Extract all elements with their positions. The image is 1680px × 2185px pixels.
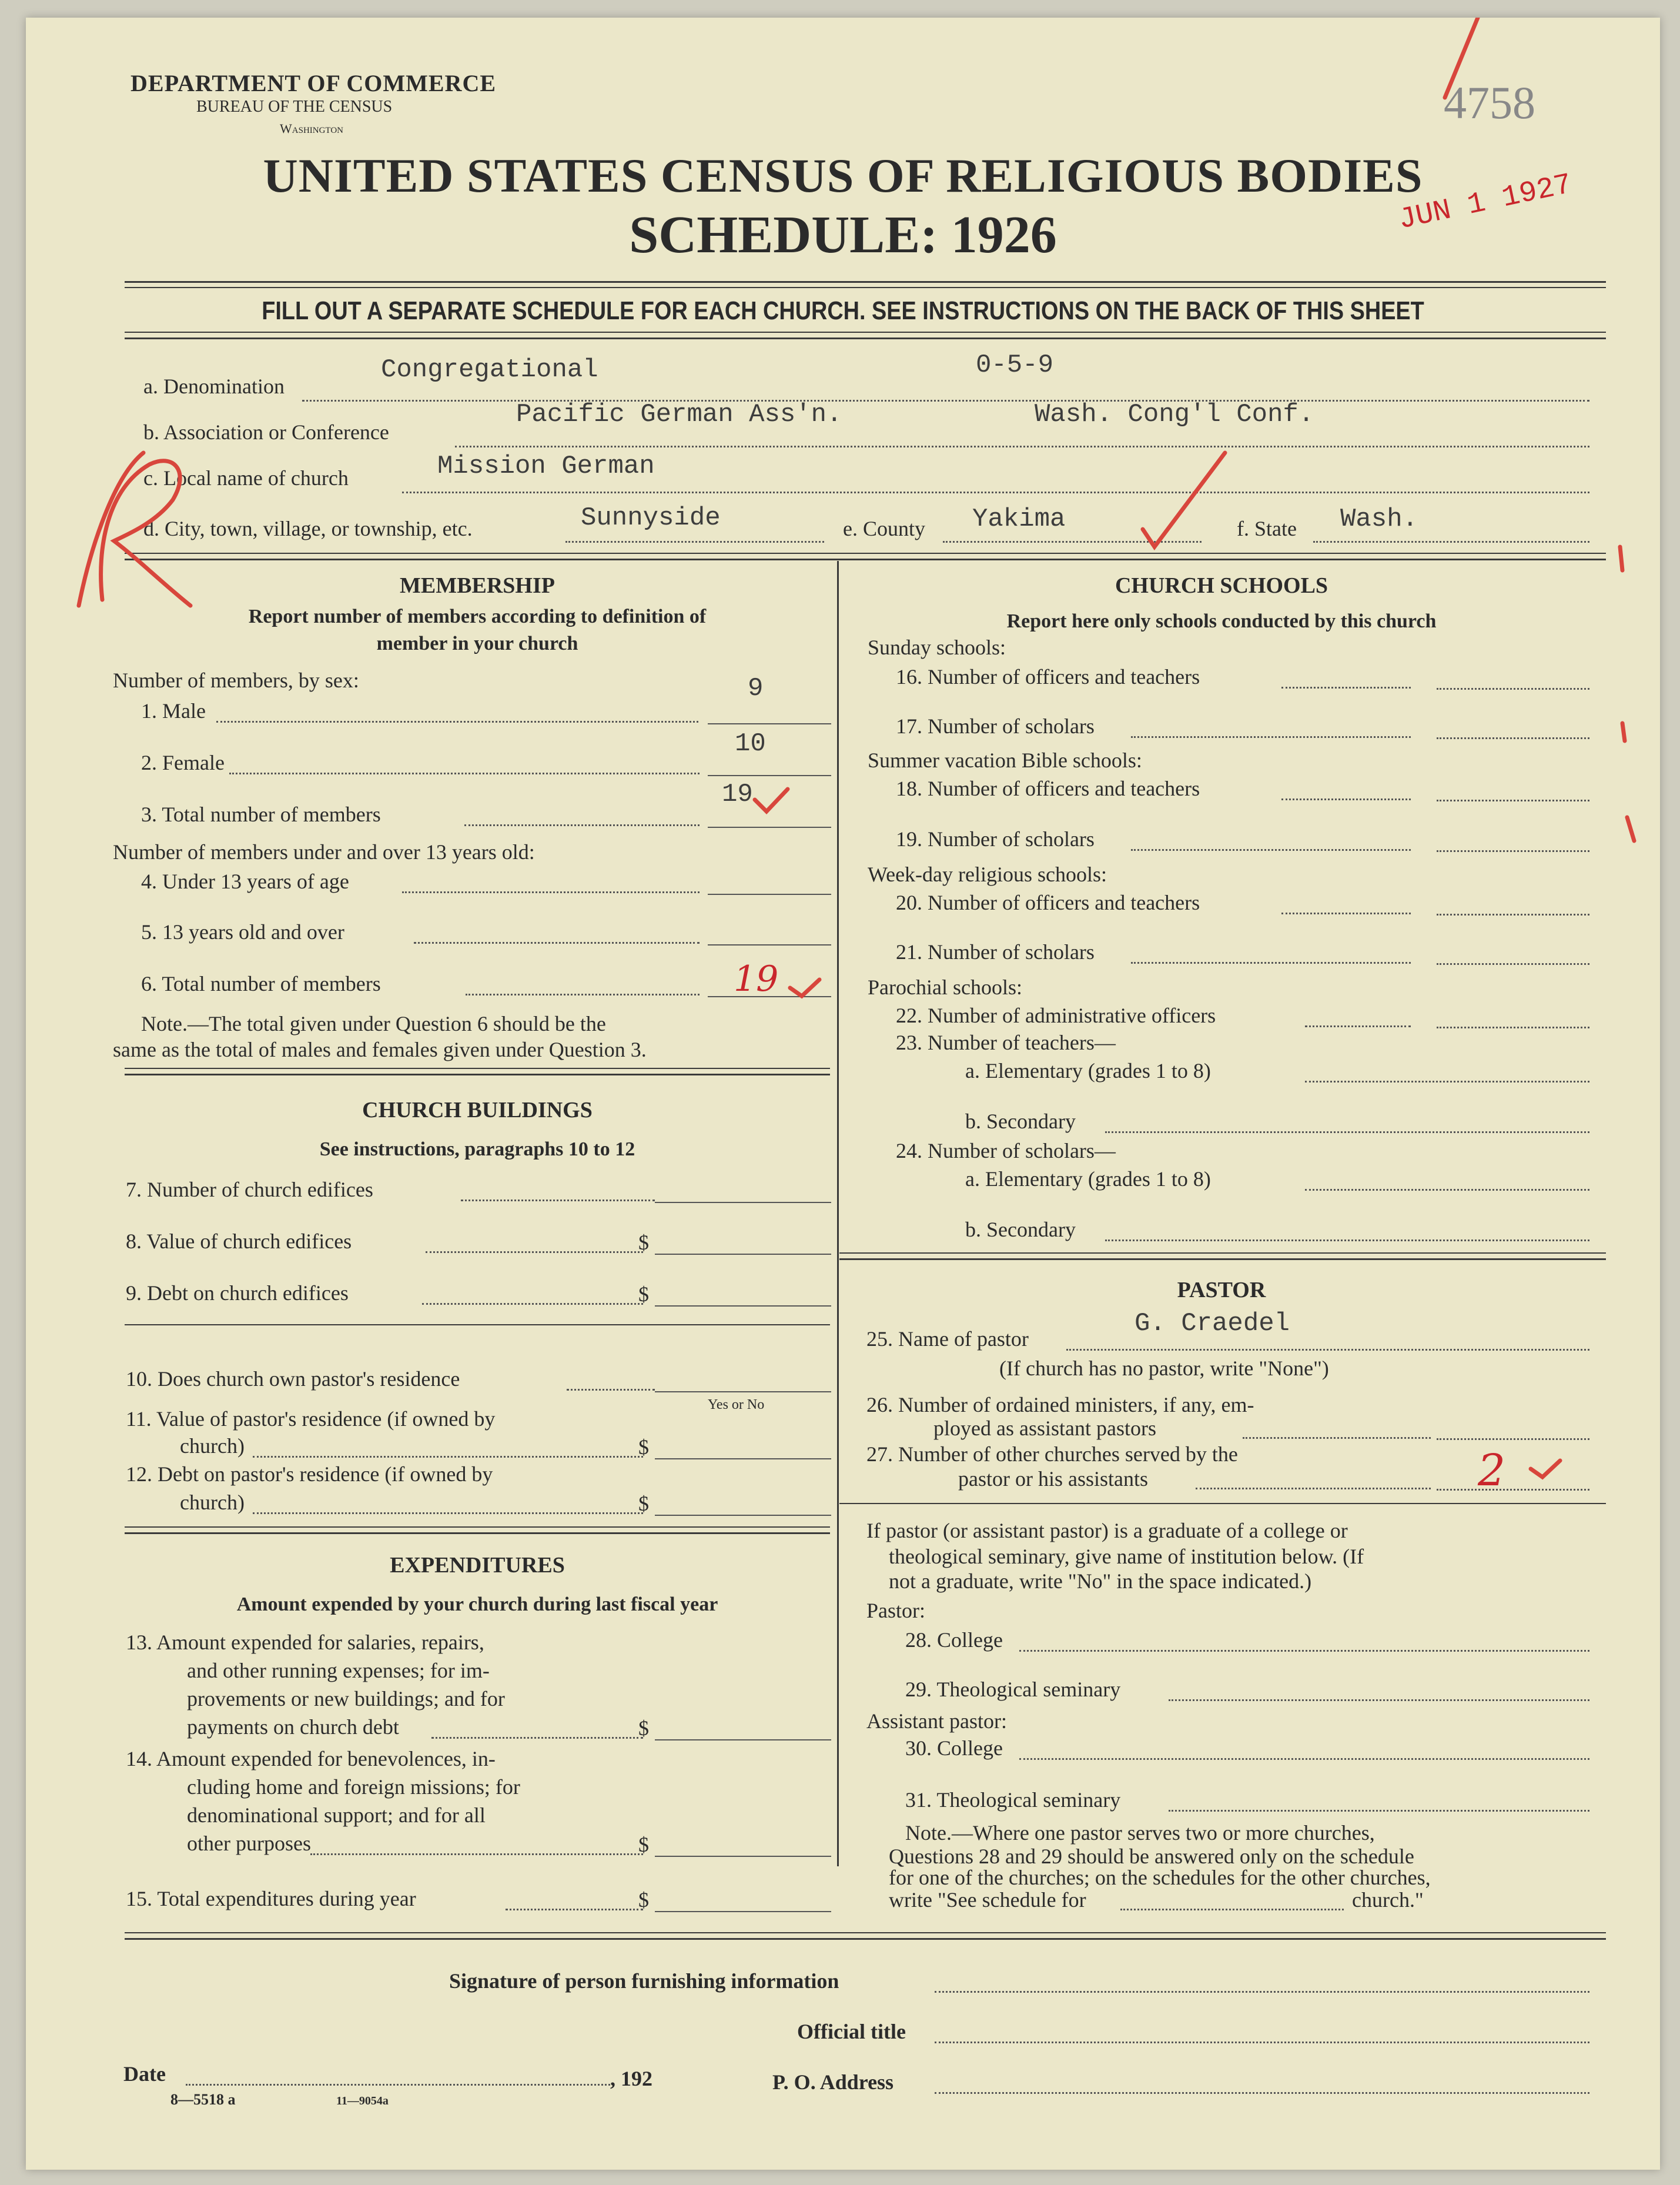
- q21-label: 21. Number of scholars: [896, 940, 1095, 964]
- yes-no-hint: Yes or No: [708, 1397, 765, 1412]
- q14-dollar: $: [638, 1833, 649, 1856]
- q11-label-2: church): [180, 1434, 245, 1458]
- association-value: Pacific German Ass'n.: [516, 400, 842, 429]
- q13-line-1: 13. Amount expended for salaries, repairs,: [126, 1631, 484, 1654]
- department-name: DEPARTMENT OF COMMERCE: [130, 70, 497, 96]
- q8-label: 8. Value of church edifices: [126, 1230, 352, 1253]
- q23b-label: b. Secondary: [965, 1110, 1076, 1133]
- q24-label: 24. Number of scholars—: [896, 1139, 1116, 1162]
- form-instruction: FILL OUT A SEPARATE SCHEDULE FOR EACH CHURCH. SEE INSTRUCTIONS ON THE BACK OF THIS SHEET: [262, 296, 1424, 325]
- local-name-label: c. Local name of church: [143, 466, 349, 490]
- weekday-schools-label: Week-day religious schools:: [868, 863, 1107, 886]
- association-label: b. Association or Conference: [143, 420, 389, 444]
- q2-female-value: 10: [735, 729, 766, 759]
- denomination-label: a. Denomination: [143, 375, 285, 398]
- q27-value: 2: [1478, 1445, 1506, 1496]
- q15-dollar: $: [638, 1888, 649, 1912]
- pastor-sublabel: Pastor:: [866, 1599, 926, 1622]
- q30-label: 30. College: [905, 1736, 1003, 1760]
- red-check-q3: [755, 789, 788, 811]
- q25-pastor-name: G. Craedel: [1134, 1309, 1290, 1338]
- buildings-heading: CHURCH BUILDINGS: [362, 1098, 593, 1122]
- q13-dollar: $: [638, 1716, 649, 1740]
- red-check-q6: [790, 980, 819, 996]
- pastor-heading: PASTOR: [1177, 1278, 1266, 1302]
- q14-line-3: denominational support; and for all: [187, 1803, 486, 1827]
- red-margin-mark-3: [1627, 817, 1634, 841]
- red-check-schedule-number: [1445, 18, 1478, 98]
- q11-dollar: $: [638, 1435, 649, 1459]
- q13-line-2: and other running expenses; for im-: [187, 1659, 490, 1682]
- red-margin-mark-1: [1620, 547, 1622, 570]
- q25-note: (If church has no pastor, write "None"): [999, 1357, 1329, 1380]
- q6-total-value: 19: [734, 958, 779, 1000]
- membership-note-1: Note.—The total given under Question 6 should be the: [141, 1012, 606, 1035]
- parochial-schools-label: Parochial schools:: [868, 975, 1022, 999]
- q12-dollar: $: [638, 1492, 649, 1515]
- q2-female-label: 2. Female: [141, 751, 225, 774]
- state-value: Wash.: [1340, 505, 1418, 534]
- q8-dollar: $: [638, 1231, 649, 1254]
- denomination-value: Congregational: [381, 355, 598, 385]
- county-label: e. County: [843, 517, 925, 540]
- q13-line-3: provements or new buildings; and for: [187, 1687, 505, 1710]
- expenditures-heading: EXPENDITURES: [390, 1553, 565, 1578]
- q12-label-2: church): [180, 1491, 245, 1514]
- q27-label-1: 27. Number of other churches served by the: [866, 1442, 1238, 1466]
- schools-heading: CHURCH SCHOOLS: [1115, 573, 1328, 598]
- q26-label-1: 26. Number of ordained ministers, if any, em-: [866, 1393, 1254, 1416]
- membership-note-2: same as the total of males and females given under Question 3.: [113, 1038, 647, 1061]
- census-schedule-sheet: [26, 18, 1660, 2170]
- assistant-pastor-sublabel: Assistant pastor:: [866, 1709, 1007, 1733]
- q23a-label: a. Elementary (grades 1 to 8): [965, 1059, 1211, 1083]
- membership-heading: MEMBERSHIP: [400, 573, 555, 598]
- q1-male-label: 1. Male: [141, 699, 206, 723]
- pastor-note-5: church.": [1352, 1888, 1424, 1912]
- q11-label-1: 11. Value of pastor's residence (if owned by: [126, 1407, 496, 1431]
- q28-label: 28. College: [905, 1628, 1003, 1652]
- official-title-label: Official title: [797, 2020, 906, 2043]
- q19-label: 19. Number of scholars: [896, 827, 1095, 851]
- date-year-suffix: , 192: [610, 2067, 652, 2090]
- sunday-schools-label: Sunday schools:: [868, 636, 1006, 659]
- q1-male-value: 9: [748, 674, 764, 703]
- po-address-label: P. O. Address: [772, 2070, 894, 2094]
- pastor-note-2: Questions 28 and 29 should be answered only on the schedule: [889, 1845, 1414, 1868]
- denomination-code: 0-5-9: [976, 350, 1054, 380]
- pastor-note-4: write "See schedule for: [889, 1888, 1086, 1912]
- q26-label-2: ployed as assistant pastors: [933, 1416, 1156, 1440]
- date-label: Date: [123, 2062, 166, 2086]
- q18-label: 18. Number of officers and teachers: [896, 777, 1200, 800]
- graduate-instr-1: If pastor (or assistant pastor) is a graduate of a college or: [866, 1519, 1348, 1542]
- bureau-name: BUREAU OF THE CENSUS: [196, 98, 393, 116]
- bureau-city: Washington: [280, 121, 343, 136]
- under-over-label: Number of members under and over 13 years old:: [113, 840, 535, 864]
- expenditures-sub: Amount expended by your church during last fiscal year: [236, 1593, 718, 1615]
- q9-dollar: $: [638, 1282, 649, 1306]
- q7-label: 7. Number of church edifices: [126, 1178, 373, 1201]
- q23-label: 23. Number of teachers—: [896, 1031, 1116, 1054]
- pastor-note-3: for one of the churches; on the schedules for the other churches,: [889, 1866, 1431, 1889]
- summer-schools-label: Summer vacation Bible schools:: [868, 749, 1142, 772]
- print-number: 11—9054a: [336, 2094, 389, 2107]
- city-label: d. City, town, village, or township, etc.: [143, 517, 473, 540]
- q27-label-2: pastor or his assistants: [958, 1467, 1148, 1491]
- q10-label: 10. Does church own pastor's residence: [126, 1367, 460, 1391]
- graduate-instr-3: not a graduate, write "No" in the space indicated.): [889, 1569, 1312, 1593]
- form-number: 8—5518 a: [170, 2091, 236, 2108]
- q12-label-1: 12. Debt on pastor's residence (if owned by: [126, 1462, 493, 1486]
- q3-total-value: 19: [722, 780, 753, 809]
- buildings-sub: See instructions, paragraphs 10 to 12: [319, 1138, 635, 1160]
- q14-line-2: cluding home and foreign missions; for: [187, 1775, 520, 1799]
- received-date-stamp: JUN 1 1927: [1395, 168, 1575, 238]
- graduate-instr-2: theological seminary, give name of institution below. (If: [889, 1545, 1364, 1568]
- pastor-note-1: Note.—Where one pastor serves two or more churches,: [905, 1821, 1375, 1845]
- q14-line-4: other purposes: [187, 1832, 311, 1855]
- q4-under-13-label: 4. Under 13 years of age: [141, 870, 349, 893]
- schools-sub: Report here only schools conducted by this church: [1006, 610, 1437, 632]
- state-label: f. State: [1237, 517, 1297, 540]
- red-check-county: [1143, 453, 1225, 547]
- q16-label: 16. Number of officers and teachers: [896, 665, 1200, 689]
- q24b-label: b. Secondary: [965, 1218, 1076, 1241]
- red-check-q27: [1531, 1461, 1560, 1477]
- q5-13-and-over-label: 5. 13 years old and over: [141, 920, 344, 944]
- q17-label: 17. Number of scholars: [896, 714, 1095, 738]
- q31-label: 31. Theological seminary: [905, 1788, 1121, 1812]
- red-pencil-marks: [26, 18, 1660, 2170]
- q29-label: 29. Theological seminary: [905, 1678, 1121, 1701]
- conference-value: Wash. Cong'l Conf.: [1035, 400, 1314, 429]
- q9-label: 9. Debt on church edifices: [126, 1281, 349, 1305]
- membership-intro-2: member in your church: [376, 633, 578, 654]
- signature-label: Signature of person furnishing information: [449, 1969, 839, 1993]
- q6-total-label: 6. Total number of members: [141, 972, 381, 995]
- q24a-label: a. Elementary (grades 1 to 8): [965, 1167, 1211, 1191]
- form-subtitle: SCHEDULE: 1926: [629, 206, 1057, 264]
- local-name-value: Mission German: [437, 452, 655, 481]
- schedule-number: 4758: [1444, 77, 1535, 128]
- membership-intro-1: Report number of members according to definition of: [248, 606, 707, 627]
- q15-label: 15. Total expenditures during year: [126, 1887, 416, 1910]
- red-initial-stroke: [101, 461, 190, 606]
- q14-line-1: 14. Amount expended for benevolences, in-: [126, 1747, 496, 1770]
- form-title: UNITED STATES CENSUS OF RELIGIOUS BODIES: [263, 149, 1423, 202]
- q25-label: 25. Name of pastor: [866, 1327, 1029, 1351]
- red-margin-mark-2: [1622, 723, 1625, 741]
- county-value: Yakima: [972, 505, 1066, 534]
- q13-line-4: payments on church debt: [187, 1715, 399, 1739]
- city-value: Sunnyside: [581, 503, 721, 533]
- members-by-sex-label: Number of members, by sex:: [113, 669, 359, 692]
- q3-total-label: 3. Total number of members: [141, 803, 381, 826]
- q20-label: 20. Number of officers and teachers: [896, 891, 1200, 914]
- q22-label: 22. Number of administrative officers: [896, 1004, 1216, 1027]
